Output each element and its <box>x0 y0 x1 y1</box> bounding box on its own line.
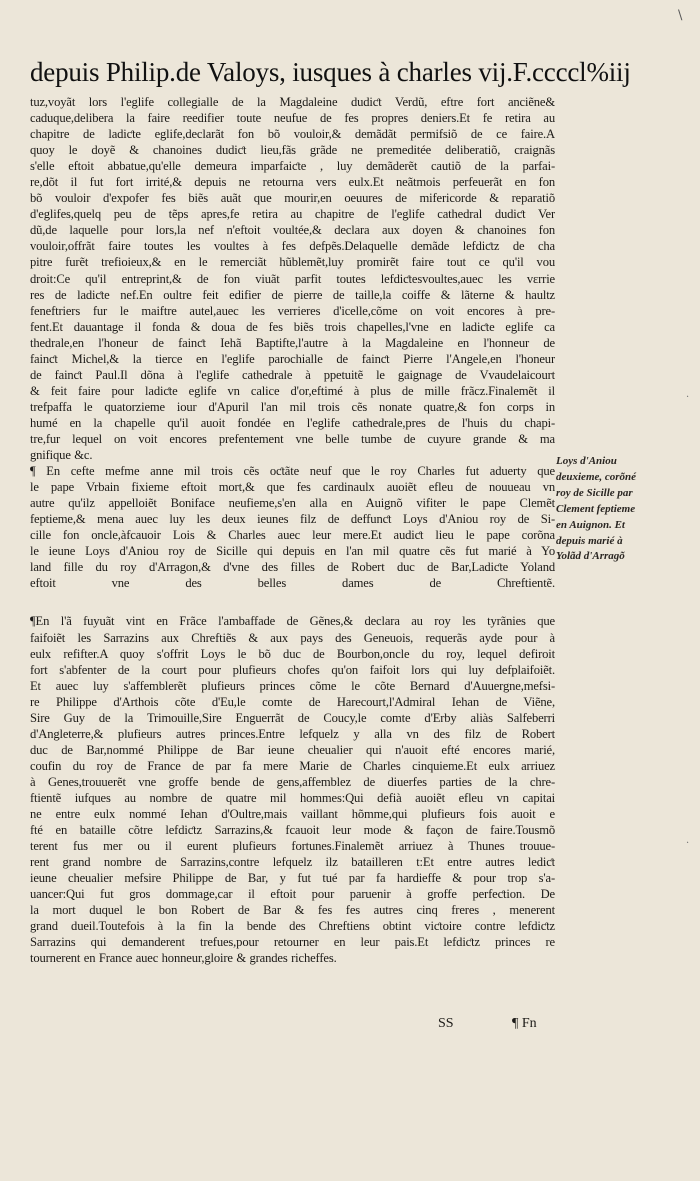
margin-note-line: Yolãd d'Arragõ <box>556 550 625 563</box>
paragraph3-line: tournerent en France auec honneur,gloire & grandes richeffes. <box>30 951 337 966</box>
paragraph3-line: terent fus mer ou il eurent plufieurs fortunes.Finalemẽt arriuez à Thunes trouue- <box>30 839 555 854</box>
paragraph3-line: Et auec luy s'affemblerẽt plufieurs princes cõme le cõte Bernard d'Auuergne,mefsi- <box>30 678 555 693</box>
paragraph3-line: ¶En l'ã fuyuãt vint en Frãce l'ambaffade de Gẽnes,& declara au roy les tyrãnies que <box>30 614 555 629</box>
paragraph2-line: ¶ En cefte mefme anne mil trois cẽs oƈtãte neuf que le roy Charles fut aduerty que <box>30 464 555 479</box>
paragraph1-line: tre,fur lequel on voit encores prefentement vne belle tumbe de cuyure grande & ma <box>30 431 555 446</box>
edge-dot: · <box>686 838 690 849</box>
paragraph1-line: & feit faire pour ladiƈte eglife vn calice d'or,eftimé à plus de mille frãcz.Finalemẽt il <box>30 383 555 398</box>
paragraph1-line: fent.Et dauantage il fonda & doua de fes biẽs trois chapelles,l'vne en ladiƈte eglife ca <box>30 319 555 334</box>
paragraph3-line: rent grand nombre de Sarrazins,contre lefquelz ilz batailleren t:Et entre autres lediƈt <box>30 855 555 870</box>
margin-note <box>556 454 686 565</box>
margin-note-line: roy de Sicille par <box>556 486 633 499</box>
paragraph1-line: gnifique &c. <box>30 448 93 463</box>
paragraph3-line: faifoiẽt les Sarrazins aux Chreftiẽs & aux pays des Geneuois, requerãs ayde pour à <box>30 630 555 645</box>
paragraph3-line: fté en bataille cõtre lefdiƈtz Sarrazins,& fcauoit leur mode & façon de faire.Tousmõ <box>30 823 555 838</box>
paragraph2-line: feptieme,& mena auec luy les deux ieunes filz de deffunƈt Loys d'Aniou roy de Si- <box>30 512 555 527</box>
paragraph1-line: humé en la chapelle qu'il auoit fondée en l'eglife cathedrale,pres de l'huis du chapi- <box>30 415 555 430</box>
paragraph3-line: coufin du roy de France de par fa mere Marie de Charles cinquieme.Et eulx arriuez <box>30 758 555 773</box>
paragraph3-line: re Philippe d'Arthois cõte d'Eu,le comte de Harecourt,l'Admiral Iehan de Viẽne, <box>30 694 555 709</box>
paragraph1-line: dũ,de laquelle pour lors,la nef n'eftoit voultée,& declara aux doyen & chanoines fon <box>30 223 555 238</box>
paragraph3-line: Sire Guy de la Trimouille,Sire Enguerrãt de Coucy,le comte d'Erby aliàs Salfeberri <box>30 710 555 725</box>
paragraph1-line: re,dõt il fut fort irrité,& depuis ne retourna vers eulx.Et neãtmois perfeuerãt en fon <box>30 175 555 190</box>
paragraph1-line: pitre furẽt trefioieux,& en le remerciãt hũblemẽt,luy promirẽt faire tout ce qu'il vou <box>30 255 555 270</box>
paragraph3-line: duc de Bar,nommé Philippe de Bar ieune cheualier qui n'auoit efté encores marié, <box>30 742 555 757</box>
paragraph1-line: feneftriers fur le maiftre autel,auec les verrieres d'icelle,cõme on voit encores à pre- <box>30 303 555 318</box>
page-footer <box>0 1016 700 1036</box>
paragraph3-line: Sarrazins qui demanderent trefues,pour retourner en leur pais.Et lefdiƈtz princes re <box>30 935 555 950</box>
paragraph2-line: cille fon oncle,àfcauoir Lois & Charles auec leur mere.Et audiƈt lieu le pape corõna <box>30 528 555 543</box>
paragraph3-line: la mort duquel le bon Robert de Bar & fes fes autres cinq freres , menerent <box>30 903 555 918</box>
paragraph-genoa-embassy <box>30 613 555 966</box>
paragraph1-line: tuz,voyãt lors l'eglife collegialle de la Magdaleine dudiƈt Verdũ, eftre fort anciẽne& <box>30 95 555 109</box>
paragraph3-line: ftientẽ iufques au nombre de quatre mil hommes:Qui defià auoiẽt efleu vn capitai <box>30 790 555 805</box>
paragraph3-line: eulx refifter.A quoy s'offrit Loys le bõ duc de Bourbon,oncle du roy, lequel defiroit <box>30 646 555 661</box>
paragraph-verdun-churches <box>30 94 555 463</box>
paragraph1-line: trefpaffa le quatorzieme iour d'Apuril l'an mil trois cẽs nonate quatre,& fon corps in <box>30 399 555 414</box>
paragraph1-line: fainƈt Michel,& la tierce en l'eglife parochialle de fainƈt Pierre l'Angele,en l'honeur <box>30 351 555 366</box>
signature-mark: SS <box>438 1016 454 1031</box>
paragraph1-line: chapitre de ladiƈte eglife,declarãt fon bõ vouloir,& demãdãt permifsiõ de ce faire.A <box>30 127 555 142</box>
paragraph3-line: d'Angleterre,& plufieurs autres princes.Entre lefquelz y alla vn des filz de Robert <box>30 726 555 741</box>
paragraph1-line: bõ vouloir d'expofer fes biẽs auãt que mourir,en oeuures de mifericorde & reparatiõ <box>30 191 555 206</box>
paragraph-avignon-visit <box>30 463 555 591</box>
edge-dot: · <box>686 392 690 403</box>
paragraph1-line: de fainƈt Paul.Il dõna à l'eglife cathedrale à ppetuitẽ le gaignage de Vvaudelaicourt <box>30 367 555 382</box>
paragraph2-line: land fille du roy d'Arragon,& d'vne des filles de Robert duc de Bar,Ladiƈte Yoland <box>30 560 555 575</box>
paragraph-gap <box>30 591 555 613</box>
catchword: ¶ Fn <box>512 1016 537 1031</box>
paragraph2-line: eftoit vne des belles dames de Chreftientẽ. <box>30 576 555 591</box>
paragraph1-line: caduque,delibera la faire reedifier toute neufue de fes propres deniers.Et fe retira au <box>30 111 555 126</box>
paragraph2-line: le pape Vrbain fixieme eftoit mort,& que fes cardinaulx auoiẽt efleu de nouueau vn <box>30 480 555 495</box>
margin-note-line: Loys d'Aniou <box>556 455 617 467</box>
paragraph2-line: autre qu'ilz appelloiẽt Boniface neufieme,s'en alla en Auignõ vifiter le pape Clemẽt <box>30 496 555 511</box>
paragraph1-line: res de ladiƈte nef.En oultre feit edifier de pierre de taille,la coiffe & lãterne & haultz <box>30 287 555 302</box>
paragraph2-line: le ieune Loys d'Aniou roy de Sicille qui depuis en l'an mil quatre cẽs fut marié à Yo <box>30 544 555 559</box>
paragraph1-line: s'elle eftoit abbatue,qu'elle demeura imparfaiƈte , luy demãderẽt cautiõ de la parfai- <box>30 159 555 174</box>
paragraph3-line: à Genes,trouuerẽt vne groffe bende de gens,affemblez de diuerfes parties de la chre- <box>30 774 555 789</box>
paragraph1-line: d'eglifes,quelq peu de tẽps apres,fe retira au chapitre de l'eglife cathedral dudiƈt Ver <box>30 207 555 222</box>
paragraph3-line: ne entre eulx nommé Iehan d'Oultre,mais vaillant hõmme,qui plufieurs fois auoit e <box>30 807 555 822</box>
paragraph1-line: vouloir,offrãt faire toutes les voultes à fes defpẽs.Delaquelle demãde lefdiƈtz de cha <box>30 239 555 254</box>
page-running-header: depuis Philip.de Valoys, iusques à charles vij.F.ccccl%iij <box>30 57 631 87</box>
paragraph3-line: ieune cheualier mefsire Philippe de Bar, y fut tué par fa hardieffe & pour trop s'a- <box>30 871 555 886</box>
paragraph3-line: grand dueil.Toutefois à la fin la bende des Chreftiens obtint viƈtoire contre lefdiƈtz <box>30 919 555 934</box>
margin-note-line: deuxieme, corõné <box>556 470 637 483</box>
paragraph1-line: thedrale,en l'honeur de fainƈt Iehã Baptifte,l'autre à la Magdaleine en l'honneur de <box>30 335 555 350</box>
margin-note-line: en Auignon. Et <box>556 518 625 531</box>
paragraph3-line: uancer:Qui fut gros dommage,car il eftoit pour paruenir à groffe perfeƈtion. De <box>30 887 555 902</box>
margin-note-line: Clement feptieme <box>556 502 636 515</box>
paragraph3-line: fort s'abfenter de la court pour plufieurs chofes qu'on faifoit lors qui luy defplaifoiẽt. <box>30 662 555 677</box>
margin-note-line: depuis marié à <box>556 534 623 547</box>
corner-mark: \ <box>678 8 683 23</box>
main-text-column <box>30 94 555 966</box>
paragraph1-line: quoy le doyẽ & chanoines dudiƈt lieu,fãs grãde ne premeditée deliberatiõ, craignãs <box>30 143 555 158</box>
paragraph1-line: droit:Ce qu'il entreprint,& de fon viuãt parfit toutes lefdiƈtesvoultes,auec les vεrrie <box>30 271 555 286</box>
